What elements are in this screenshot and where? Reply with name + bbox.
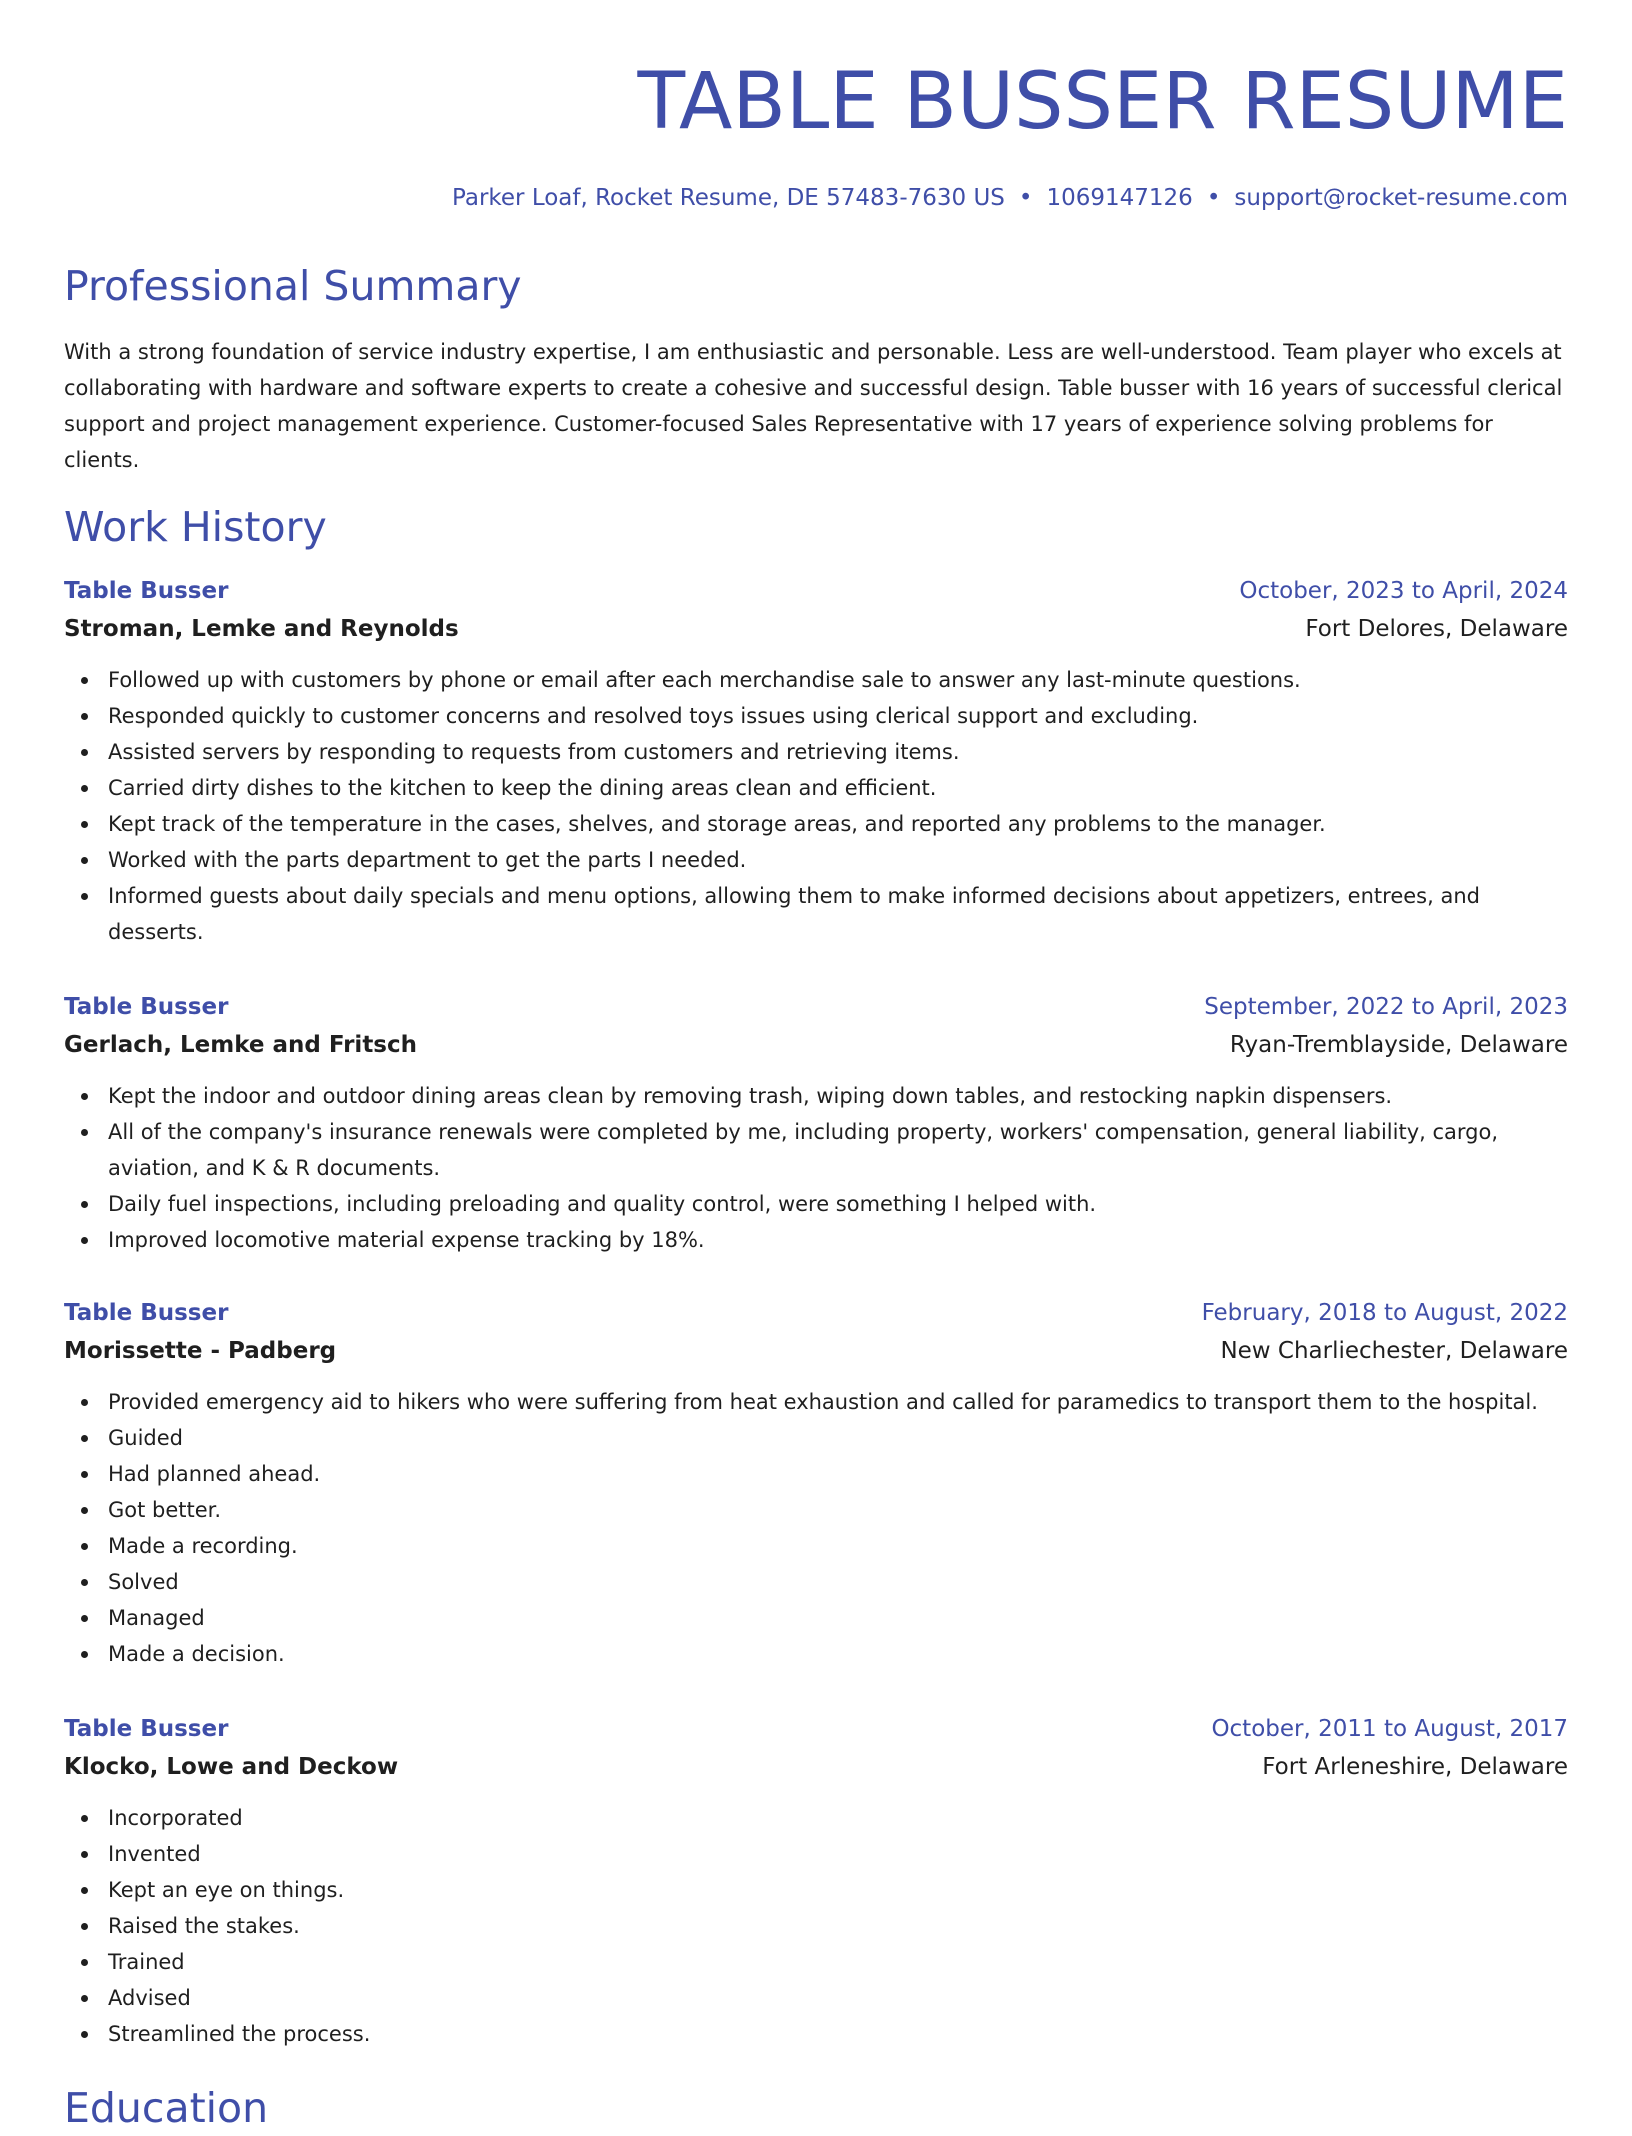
job-bullet: Made a decision. (108, 1636, 1568, 1672)
job-company: Stroman, Lemke and Reynolds (64, 616, 459, 642)
job-bullet: Provided emergency aid to hikers who were suffering from heat exhaustion and called for paramedics to transport them to the hospital. (108, 1384, 1568, 1420)
job-title: Table Busser (64, 1300, 229, 1326)
job-entry (64, 988, 1568, 1258)
job-bullet: Had planned ahead. (108, 1456, 1568, 1492)
job-bullet: Followed up with customers by phone or email after each merchandise sale to answer any last-minute questions. (108, 662, 1568, 698)
job-bullet: Daily fuel inspections, including preloading and quality control, were something I helped with. (108, 1186, 1568, 1222)
contact-line (452, 180, 1568, 216)
job-bullet-list (64, 1078, 1568, 1258)
contact-separator: • (1206, 185, 1221, 211)
job-company-row (64, 1332, 1568, 1370)
job-entry (64, 1710, 1568, 2052)
contact-separator: • (1018, 185, 1033, 211)
job-dates: September, 2022 to April, 2023 (1204, 994, 1568, 1020)
job-dates: October, 2023 to April, 2024 (1239, 578, 1568, 604)
job-bullet: Streamlined the process. (108, 2016, 1568, 2052)
resume-title: TABLE BUSSER RESUME (637, 57, 1568, 147)
job-entry (64, 572, 1568, 950)
job-bullet-list (64, 662, 1568, 950)
job-bullet: Responded quickly to customer concerns and resolved toys issues using clerical support and excluding. (108, 698, 1568, 734)
job-bullet: Invented (108, 1836, 1568, 1872)
summary-text: With a strong foundation of service industry expertise, I am enthusiastic and personable. Less are well-understood. Team player who excels at collaborating with hardware and software experts to create a cohesive and successful design. Table busser with 16 years of successful clerical support and project management experience. Customer-focused Sales Representative with 17 years of experience solving problems for clients. (64, 340, 1563, 472)
job-bullet: Advised (108, 1980, 1568, 2016)
job-dates: February, 2018 to August, 2022 (1201, 1300, 1568, 1326)
job-company: Gerlach, Lemke and Fritsch (64, 1032, 418, 1058)
job-bullet-list (64, 1384, 1568, 1672)
job-bullet: Assisted servers by responding to requests from customers and retrieving items. (108, 734, 1568, 770)
work-history-heading: Work History (64, 503, 327, 551)
job-bullet: Trained (108, 1944, 1568, 1980)
job-dates: October, 2011 to August, 2017 (1211, 1716, 1568, 1742)
job-bullet: Kept track of the temperature in the cases, shelves, and storage areas, and reported any problems to the manager. (108, 806, 1568, 842)
job-bullet: Informed guests about daily specials and menu options, allowing them to make informed decisions about appetizers, entrees, and desserts. (108, 878, 1568, 950)
job-company-row (64, 1026, 1568, 1064)
job-company-row (64, 610, 1568, 648)
job-company: Klocko, Lowe and Deckow (64, 1754, 399, 1780)
job-company: Morissette - Padberg (64, 1338, 337, 1364)
job-bullet: Improved locomotive material expense tracking by 18%. (108, 1222, 1568, 1258)
job-bullet: Raised the stakes. (108, 1908, 1568, 1944)
job-bullet: Made a recording. (108, 1528, 1568, 1564)
job-bullet: Guided (108, 1420, 1568, 1456)
job-location: Fort Arleneshire, Delaware (1262, 1754, 1568, 1780)
job-title: Table Busser (64, 994, 229, 1020)
contact-email: support@rocket-resume.com (1234, 185, 1568, 211)
job-bullet: Kept an eye on things. (108, 1872, 1568, 1908)
job-bullet: Managed (108, 1600, 1568, 1636)
job-bullet: Carried dirty dishes to the kitchen to keep the dining areas clean and efficient. (108, 770, 1568, 806)
contact-address: Parker Loaf, Rocket Resume, DE 57483-7630 US (452, 185, 1005, 211)
job-title: Table Busser (64, 1716, 229, 1742)
job-company-row (64, 1748, 1568, 1786)
job-header-row (64, 572, 1568, 610)
job-header-row (64, 1294, 1568, 1332)
job-location: Fort Delores, Delaware (1305, 616, 1568, 642)
job-bullet: Solved (108, 1564, 1568, 1600)
job-location: Ryan-Tremblayside, Delaware (1229, 1032, 1568, 1058)
job-header-row (64, 988, 1568, 1026)
job-location: New Charliechester, Delaware (1220, 1338, 1568, 1364)
job-entry (64, 1294, 1568, 1672)
job-bullet: Worked with the parts department to get the parts I needed. (108, 842, 1568, 878)
summary-heading: Professional Summary (64, 262, 522, 310)
job-title: Table Busser (64, 578, 229, 604)
job-bullet: Got better. (108, 1492, 1568, 1528)
job-bullet: Incorporated (108, 1800, 1568, 1836)
job-bullet: Kept the indoor and outdoor dining areas clean by removing trash, wiping down tables, and restocking napkin dispensers. (108, 1078, 1568, 1114)
job-bullet: All of the company's insurance renewals were completed by me, including property, workers' compensation, general liability, cargo, aviation, and K & R documents. (108, 1114, 1568, 1186)
job-header-row (64, 1710, 1568, 1748)
contact-phone: 1069147126 (1046, 185, 1193, 211)
job-bullet-list (64, 1800, 1568, 2052)
education-heading: Education (64, 2084, 269, 2132)
